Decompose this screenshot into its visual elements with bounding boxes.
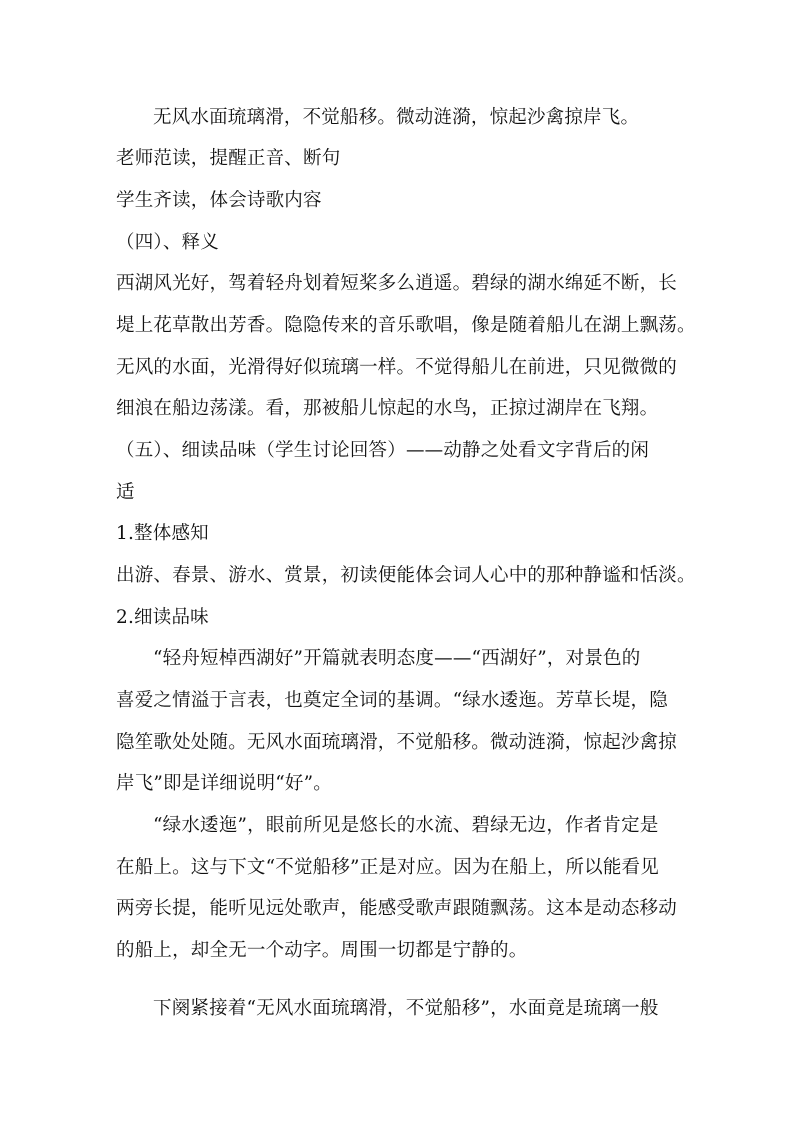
paragraph-line: 出游、春景、游水、赏景，初读便能体会词人心中的那种静谧和恬淡。 [116, 565, 696, 586]
paragraph-line: 堤上花草散出芳香。隐隐传来的音乐歌唱，像是随着船儿在湖上飘荡。 [116, 315, 696, 336]
paragraph-line: 下阕紧接着“无风水面琉璃滑，不觉船移”，水面竟是琉璃一般 [153, 998, 659, 1019]
paragraph-line: 隐笙歌处处随。无风水面琉璃滑，不觉船移。微动涟漪，惊起沙禽掠 [116, 732, 678, 753]
paragraph-line: 岸飞”即是详细说明“好”。 [116, 773, 332, 794]
section-heading: （五）、细读品味（学生讨论回答）——动静之处看文字背后的闲 [116, 440, 650, 461]
subheading: 2.细读品味 [116, 607, 209, 628]
section-heading: （四）、释义 [116, 232, 219, 253]
paragraph-line: 西湖风光好，驾着轻舟划着短桨多么逍遥。碧绿的湖水绵延不断，长 [116, 273, 678, 294]
paragraph-line: 喜爱之情溢于言表，也奠定全词的基调。“绿水逶迤。芳草长堤，隐 [116, 690, 668, 711]
poem-line: 无风水面琉璃滑，不觉船移。微动涟漪，惊起沙禽掠岸飞。 [153, 107, 640, 128]
section-heading-cont: 适 [116, 482, 135, 503]
paragraph-line: 无风的水面，光滑得好似琉璃一样。不觉得船儿在前进，只见微微的 [116, 357, 678, 378]
subheading: 1.整体感知 [116, 523, 209, 544]
text-line: 老师范读，提醒正音、断句 [116, 148, 341, 169]
paragraph-line: 两旁长提，能听见远处歌声，能感受歌声跟随飘荡。这本是动态移动 [116, 898, 678, 919]
text-line: 学生齐读，体会诗歌内容 [116, 190, 322, 211]
paragraph-line: “绿水逶迤”，眼前所见是悠长的水流、碧绿无边，作者肯定是 [153, 815, 659, 836]
paragraph-line: “轻舟短棹西湖好”开篇就表明态度——“西湖好”，对景色的 [153, 648, 641, 669]
paragraph-line: 的船上，却全无一个动字。周围一切都是宁静的。 [116, 940, 528, 961]
paragraph-line: 细浪在船边荡漾。看，那被船儿惊起的水鸟，正掠过湖岸在飞翔。 [116, 398, 659, 419]
paragraph-line: 在船上。这与下文“不觉船移”正是对应。因为在船上，所以能看见 [116, 857, 659, 878]
